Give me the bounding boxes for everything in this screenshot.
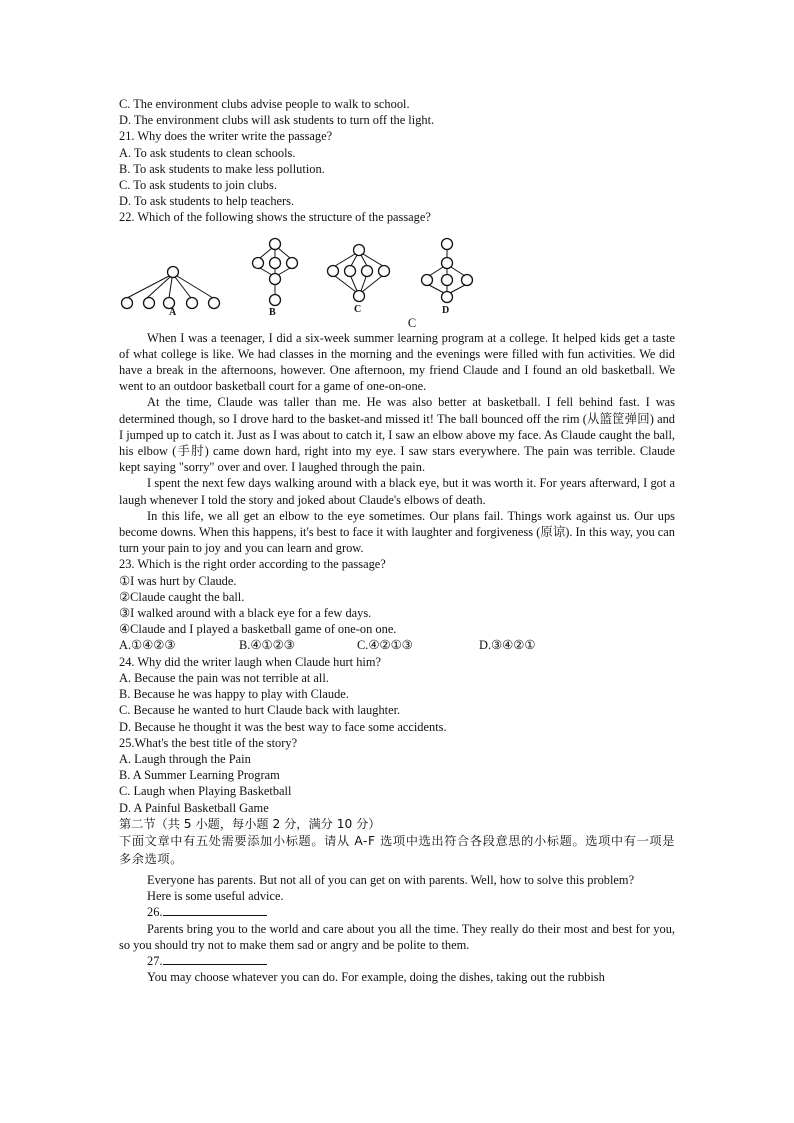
diagram-a bbox=[122, 266, 220, 316]
blank-27-number: 27. bbox=[147, 953, 163, 968]
q23-option-d: D.③④②① bbox=[479, 638, 536, 653]
diagram-d bbox=[422, 238, 473, 316]
q25-option-b: B. A Summer Learning Program bbox=[119, 768, 280, 783]
q21-question: 21. Why does the writer write the passage? bbox=[119, 129, 333, 144]
blank-26 bbox=[119, 904, 675, 920]
q24-option-c: C. Because he wanted to hurt Claude back with laughter. bbox=[119, 703, 401, 718]
q25-option-d: D. A Painful Basketball Game bbox=[119, 800, 269, 815]
diagram-c bbox=[328, 244, 390, 315]
q25-question: 25.What's the best title of the story? bbox=[119, 735, 298, 750]
structure-diagrams-svg bbox=[119, 228, 675, 316]
q24-option-b: B. Because he was happy to play with Claude. bbox=[119, 687, 349, 702]
q25-option-c: C. Laugh when Playing Basketball bbox=[119, 784, 292, 799]
section-c-heading: C bbox=[407, 315, 417, 330]
q21-option-a: A. To ask students to clean schools. bbox=[119, 145, 296, 160]
q24-option-d: D. Because he thought it was the best way to face some accidents. bbox=[119, 719, 447, 734]
diagram-d-label: D bbox=[442, 304, 450, 316]
part2-intro-2: Here is some useful advice. bbox=[147, 889, 284, 904]
part2-paragraph-27: You may choose whatever you can do. For example, doing the dishes, taking out the rubbish bbox=[147, 970, 605, 985]
q23-options bbox=[119, 637, 675, 653]
blank-26-number: 26. bbox=[147, 905, 163, 920]
diagram-a-label: A bbox=[169, 306, 177, 316]
q21-option-b: B. To ask students to make less pollution. bbox=[119, 161, 325, 176]
passage-c-paragraph-1: When I was a teenager, I did a six-week summer learning program at a college. It helped kids get a taste of what college is like. We had classes in the morning and the evenings were filled with fun activities. We did have a break in the afternoons, however. One afternoon, my friend Claude and I found an old basketball. We went to an outdoor basketball court for a game of one-on-one. bbox=[119, 330, 675, 394]
part2-instruction: 下面文章中有五处需要添加小标题。请从 A-F 选项中选出符合各段意思的小标题。选项中有一项是多余选项。 bbox=[119, 833, 675, 866]
diagram-c-label: C bbox=[354, 303, 362, 315]
passage-c-paragraph-2: At the time, Claude was taller than me. He was also better at basketball. I fell behind fast. I was determined though, so I drove hard to the basket-and missed it! The ball bounced off the rim (从篮筐弹回) and I jumped up to catch it. Just as I was about to catch it, I saw an elbow above my face. As Claude caught the ball, his elbow (手肘) came down hard, right into my eye. I saw stars everywhere. The pain was terrible. Claude kept saying "sorry" over and over. I laughed through the pain. bbox=[119, 395, 675, 475]
q23-option-b: B.④①②③ bbox=[239, 638, 295, 653]
blank-27-line[interactable] bbox=[163, 953, 267, 965]
exam-page bbox=[119, 96, 675, 985]
blank-27 bbox=[119, 953, 675, 969]
q21-option-c: C. To ask students to join clubs. bbox=[119, 178, 277, 193]
q23-event-2: ②Claude caught the ball. bbox=[119, 589, 245, 604]
q23-option-a: A.①④②③ bbox=[119, 638, 176, 653]
blank-26-line[interactable] bbox=[163, 904, 267, 916]
part2-paragraph-26: Parents bring you to the world and care about you all the time. They really do their most and best for you, so you should try not to make them sad or angry and be polite to them. bbox=[119, 921, 675, 952]
q22-question: 22. Which of the following shows the structure of the passage? bbox=[119, 210, 431, 225]
diagram-b-label: B bbox=[269, 306, 276, 316]
q21-option-d: D. To ask students to help teachers. bbox=[119, 194, 295, 209]
structure-diagrams bbox=[119, 228, 675, 316]
q23-option-c: C.④②①③ bbox=[357, 638, 413, 653]
passage-c-paragraph-3: I spent the next few days walking around with a black eye, but it was worth it. For years afterward, I got a laugh whenever I told the story and joked about Claude's elbows of death. bbox=[119, 476, 675, 507]
q20-option-c: C. The environment clubs advise people to walk to school. bbox=[119, 97, 410, 111]
part2-intro: Everyone has parents. But not all of you can get on with parents. Well, how to solve this problem? bbox=[147, 872, 635, 887]
diagram-b bbox=[253, 238, 298, 316]
q25-option-a: A. Laugh through the Pain bbox=[119, 751, 251, 766]
passage-c-paragraph-4: In this life, we all get an elbow to the eye sometimes. Our plans fail. Things work against us. Our ups become downs. When this happens, it's best to face it with laughter and forgiveness (原谅). In this way, you can turn your pain to joy and you can learn and grow. bbox=[119, 508, 675, 556]
part2-heading: 第二节（共 5 小题，每小题 2 分，满分 10 分） bbox=[119, 816, 381, 831]
q23-question: 23. Which is the right order according to the passage? bbox=[119, 557, 386, 572]
q23-event-1: ①I was hurt by Claude. bbox=[119, 573, 237, 588]
q24-option-a: A. Because the pain was not terrible at all. bbox=[119, 670, 329, 685]
q24-question: 24. Why did the writer laugh when Claude hurt him? bbox=[119, 654, 381, 669]
q20-option-d: D. The environment clubs will ask students to turn off the light. bbox=[119, 113, 435, 128]
q23-event-4: ④Claude and I played a basketball game of one-on one. bbox=[119, 622, 397, 637]
q23-event-3: ③I walked around with a black eye for a few days. bbox=[119, 606, 372, 621]
